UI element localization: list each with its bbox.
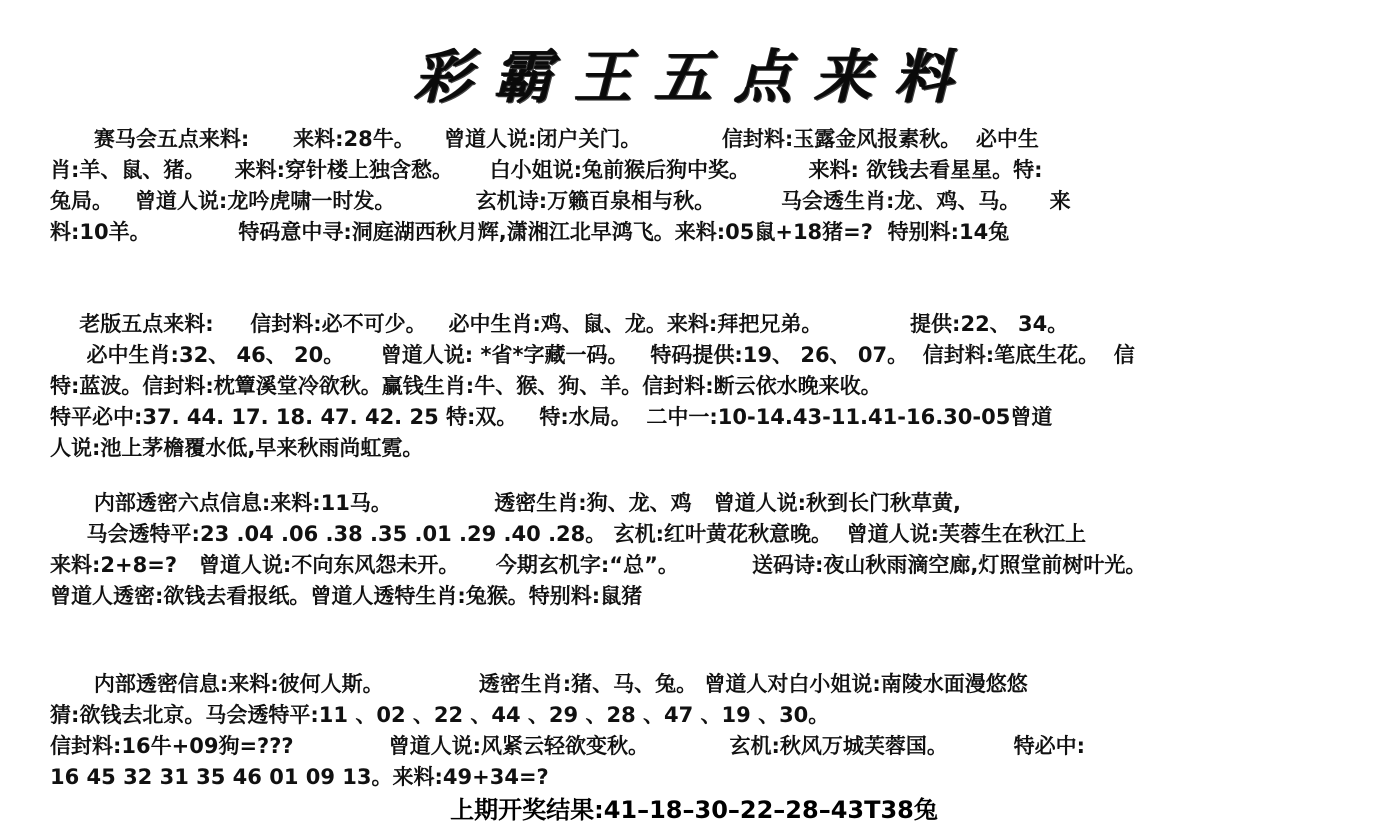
text-line: 必中生肖:32、 46、 20。 曾道人说: *省*字藏一码。 特码提供:19、 26、 07。 信封料:笔底生花。 信 <box>50 343 1135 367</box>
text-line: 人说:池上茅檐覆水低,早来秋雨尚虹霓。 <box>50 436 424 460</box>
text-line: 16 45 32 31 35 46 01 09 13。来料:49+34=? <box>50 765 549 789</box>
text-line: 猜:欲钱去北京。马会透特平:11 、02 、22 、44 、29 、28 、47 、19 、30。 <box>50 703 830 727</box>
text-line: 信封料:16牛+09狗=??? 曾道人说:风紧云轻欲变秋。 玄机:秋风万城芙蓉国。 特必中: <box>50 734 1086 758</box>
text-line: 特平必中:37. 44. 17. 18. 47. 42. 25 特:双。 特:水局。 二中一:10-14.43-11.41-16.30-05曾道 <box>50 405 1053 429</box>
text-line: 马会透特平:23 .04 .06 .38 .35 .01 .29 .40 .28。 玄机:红叶黄花秋意晚。 曾道人说:芙蓉生在秋江上 <box>50 522 1087 546</box>
text-line: 曾道人透密:欲钱去看报纸。曾道人透特生肖:兔猴。特别料:鼠猪 <box>50 584 643 608</box>
text-line: 来料:2+8=? 曾道人说:不向东风怨未开。 今期玄机字:“总”。 送码诗:夜山秋雨滴空廊,灯照堂前树叶光。 <box>50 553 1147 577</box>
text-line: 内部透密六点信息:来料:11马。 透密生肖:狗、龙、鸡 曾道人说:秋到长门秋草黄, <box>50 491 961 515</box>
text-line: 料:10羊。 特码意中寻:洞庭湖西秋月辉,潇湘江北早鸿飞。来料:05鼠+18猪=? 特别料:14兔 <box>50 220 1010 244</box>
text-line: 老版五点来料: 信封料:必不可少。 必中生肖:鸡、鼠、龙。来料:拜把兄弟。 提供:22、 34。 <box>50 312 1069 336</box>
text-line: 赛马会五点来料: 来料:28牛。 曾道人说:闭户关门。 信封料:玉露金风报素秋。 必中生 <box>50 127 1039 151</box>
text-line: 内部透密信息:来料:彼何人斯。 透密生肖:猪、马、兔。 曾道人对白小姐说:南陵水面漫悠悠 <box>50 672 1028 696</box>
text-line: 肖:羊、鼠、猪。 来料:穿针楼上独含愁。 白小姐说:兔前猴后狗中奖。 来料: 欲钱去看星星。特: <box>50 158 1043 182</box>
text-line: 兔局。 曾道人说:龙吟虎啸一时发。 玄机诗:万籁百泉相与秋。 马会透生肖:龙、鸡、马。 来 <box>50 189 1071 213</box>
last-draw-result: 上期开奖结果:41–18–30–22–28–43T38兔 <box>450 796 938 824</box>
page-title: 彩霸王五点来料 <box>413 43 974 111</box>
text-line: 特:蓝波。信封料:枕簟溪堂冷欲秋。赢钱生肖:牛、猴、狗、羊。信封料:断云依水晚来收。 <box>50 374 882 398</box>
